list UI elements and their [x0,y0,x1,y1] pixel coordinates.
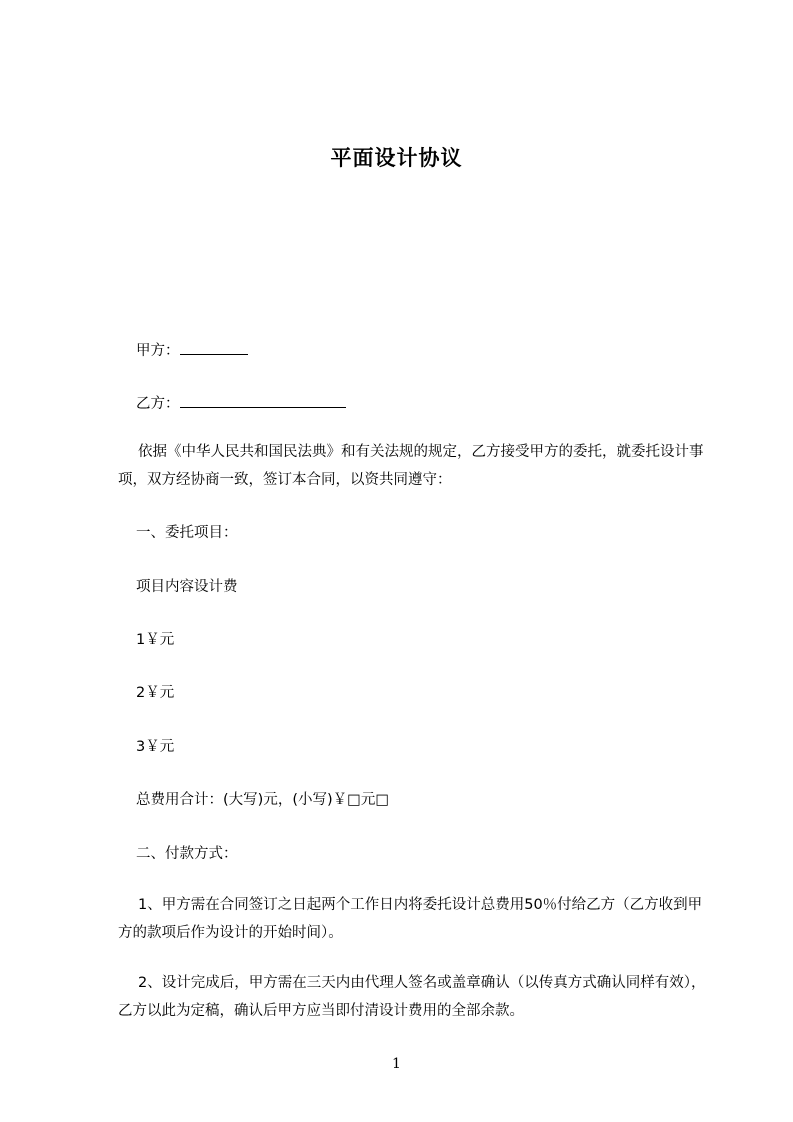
payment-clause-1: 1、甲方需在合同签订之日起两个工作日内将委托设计总费用50％付给乙方（乙方收到甲方的款项后作为设计的开始时间）。 [118,897,703,941]
project-header: 项目内容设计费 [136,579,238,595]
fee-item-3: 3￥元 [136,739,175,755]
payment-clause-2: 2、设计完成后，甲方需在三天内由代理人签名或盖章确认（以传真方式确认同样有效），乙方以此为定稿，确认后甲方应当即付清设计费用的全部余款。 [118,975,706,1019]
fee-item-1: 1￥元 [136,632,175,648]
party-b-blank [180,391,346,408]
party-b-label: 乙方： [136,396,180,412]
party-a-label: 甲方： [136,343,180,359]
party-a-blank [180,338,248,355]
party-b-line [136,391,346,414]
fee-item-2: 2￥元 [136,685,175,701]
party-a-line [136,338,248,361]
page-number: 1 [392,1056,401,1072]
document-title: 平面设计协议 [330,146,463,170]
section-1-heading: 一、委托项目： [136,525,238,541]
total-fee-line: 总费用合计：(大写)元，(小写)￥□元□ [136,792,390,808]
preamble-paragraph: 依据《中华人民共和国民法典》和有关法规的规定，乙方接受甲方的委托，就委托设计事项，双方经协商一致，签订本合同，以资共同遵守： [118,444,704,488]
section-2-heading: 二、付款方式： [136,846,238,862]
